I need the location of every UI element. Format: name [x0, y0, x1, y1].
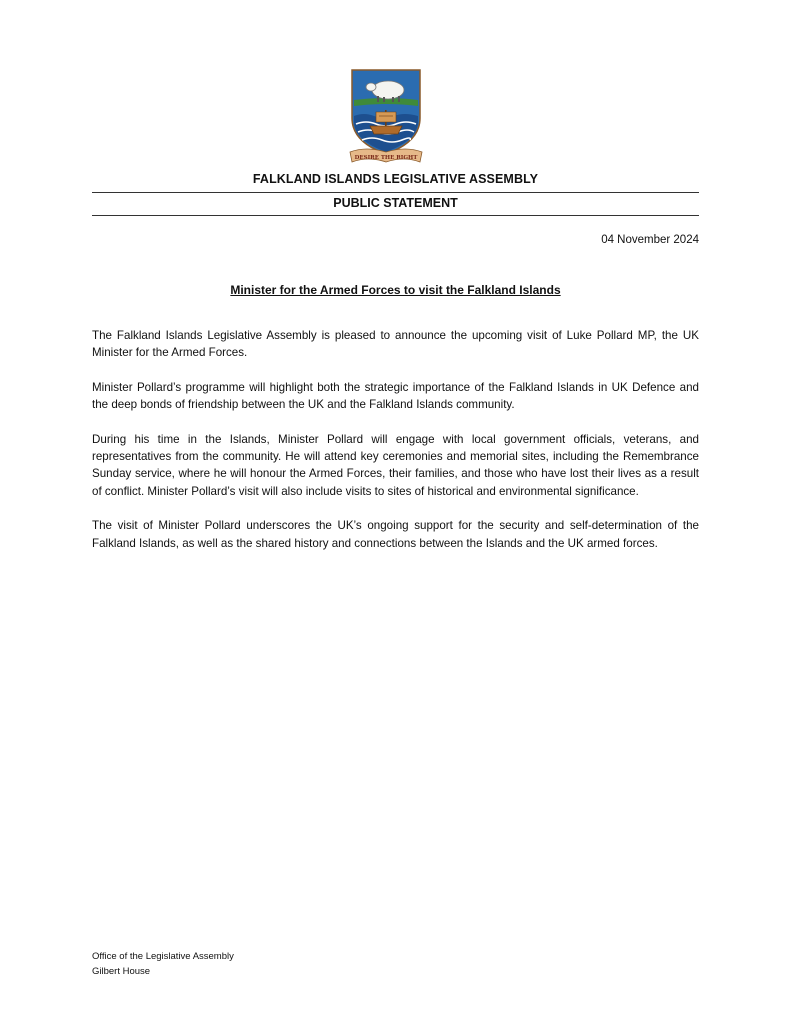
- document-type: PUBLIC STATEMENT: [333, 196, 458, 210]
- statement-body: [92, 327, 699, 569]
- footer-building: Gilbert House: [92, 965, 151, 977]
- header-rule-bottom: [92, 215, 699, 216]
- paragraph: During his time in the Islands, Minister Pollard will engage with local government officials, veterans, and representatives from the community. He will attend key ceremonies and memorial sites, including the Remembrance Sunday service, where he will honour the Armed Forces, their families, and those who have lost their lives as a result of conflict. Minister Pollard’s visit will also include visits to sites of historical and environmental significance.: [92, 432, 699, 498]
- header-rule-top: [92, 192, 699, 193]
- falkland-islands-coat-of-arms: [346, 66, 426, 166]
- paragraph: Minister Pollard’s programme will highlight both the strategic importance of the Falkland Islands in UK Defence and the deep bonds of friendship between the UK and the Falkland Islands community.: [92, 380, 699, 412]
- statement-date: 04 November 2024: [601, 234, 699, 246]
- motto-text: DESIRE THE RIGHT: [354, 155, 418, 161]
- footer-address: [92, 950, 234, 979]
- paragraph: The visit of Minister Pollard underscores the UK’s ongoing support for the security and self-determination of the Falkland Islands, as well as the shared history and connections between the Islands and the UK armed forces.: [92, 519, 699, 550]
- statement-headline: Minister for the Armed Forces to visit the Falkland Islands: [230, 283, 561, 297]
- paragraph: The Falkland Islands Legislative Assembly is pleased to announce the upcoming visit of Luke Pollard MP, the UK Minister for the Armed Forces.: [92, 329, 699, 360]
- footer-office: Office of the Legislative Assembly: [92, 951, 234, 962]
- organisation-title: FALKLAND ISLANDS LEGISLATIVE ASSEMBLY: [252, 172, 539, 186]
